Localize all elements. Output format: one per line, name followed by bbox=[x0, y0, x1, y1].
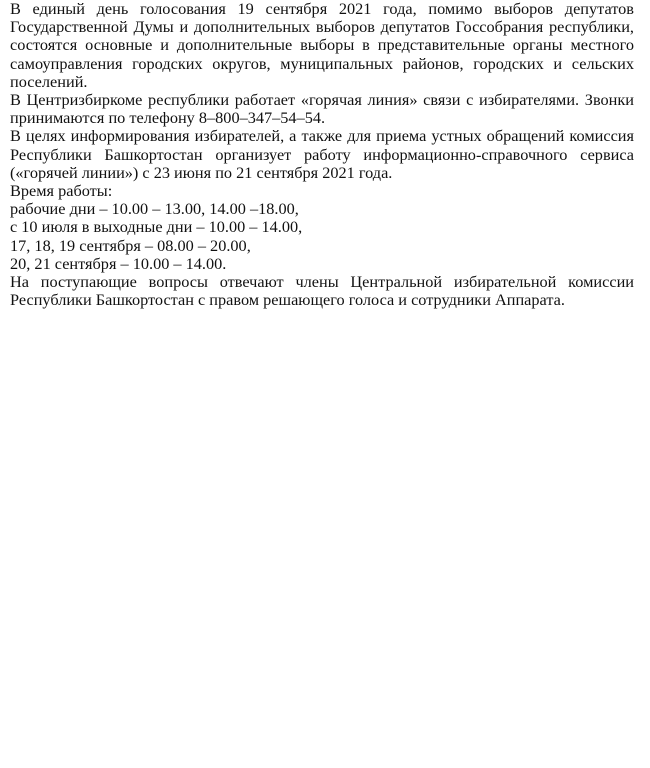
schedule-line: рабочие дни – 10.00 – 13.00, 14.00 –18.00, bbox=[10, 199, 299, 219]
document-body bbox=[10, 0, 634, 309]
schedule-line: с 10 июля в выходные дни – 10.00 – 14.00, bbox=[10, 217, 303, 237]
paragraph-info-service: В целях информирования избирателей, а также для приема устных обращений комиссия Республики Башкортостан организует работу информационно-справочного сервиса («горячей линии») с 23 июня по 21 сентября 2021 года. bbox=[10, 126, 634, 182]
schedule-line: 20, 21 сентября – 10.00 – 14.00. bbox=[10, 253, 227, 273]
schedule-line: 17, 18, 19 сентября – 08.00 – 20.00, bbox=[10, 235, 251, 255]
schedule-heading: Время работы: bbox=[10, 181, 113, 201]
paragraph-responders: На поступающие вопросы отвечают члены Центральной избирательной комиссии Республики Башкортостан с правом решающего голоса и сотрудники Аппарата. bbox=[10, 272, 634, 310]
paragraph-elections: В единый день голосования 19 сентября 2021 года, помимо выборов депутатов Государственной Думы и дополнительных выборов депутатов Госсобрания республики, состоятся основные и дополнительные выборы в представительные органы местного самоуправления городских округов, муниципальных районов, городских и сельских поселений. bbox=[10, 0, 634, 91]
paragraph-hotline: В Центризбиркоме республики работает «горячая линия» связи с избирателями. Звонки принимаются по телефону 8–800–347–54–54. bbox=[10, 90, 634, 128]
